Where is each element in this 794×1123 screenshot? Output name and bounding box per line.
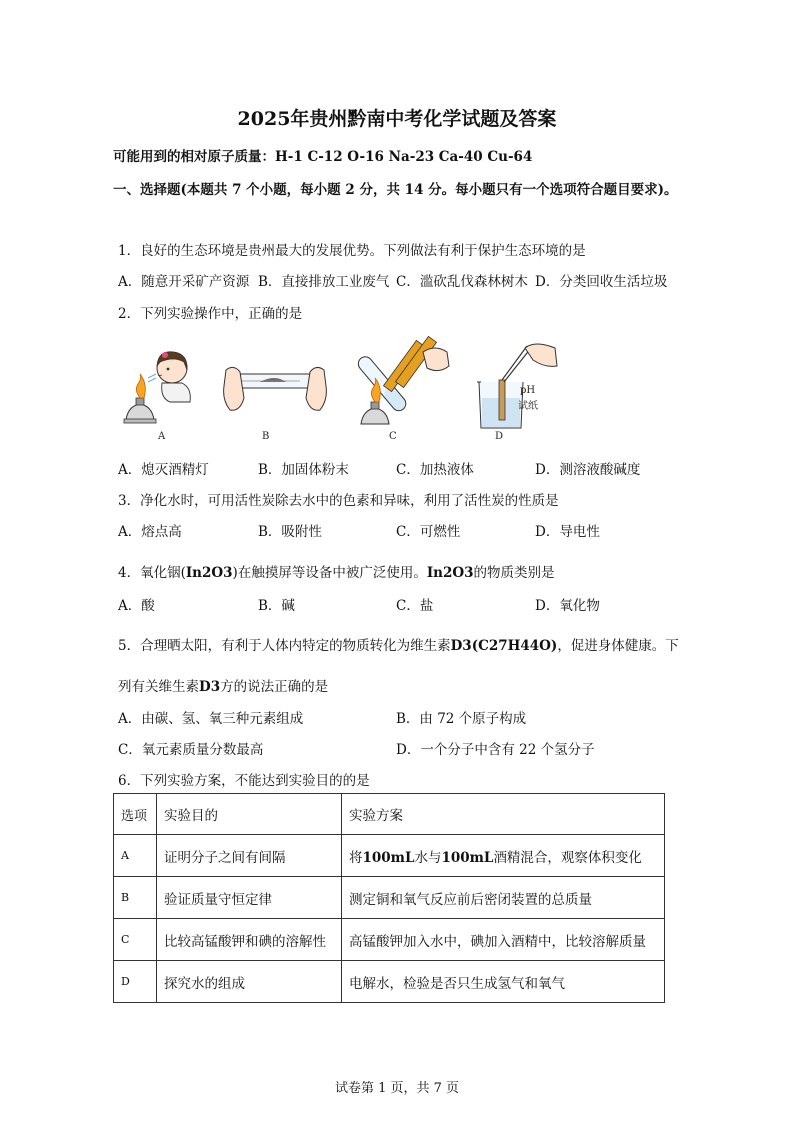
figure-d-label: D [495, 431, 504, 442]
q4-stem-part-b: )在触摸屏等设备中被广泛使用。 [232, 565, 427, 581]
figure-a-blow-lamp [118, 340, 198, 430]
q1-option-d: D．分类回收生活垃圾 [535, 274, 668, 290]
row-option: A [114, 835, 157, 877]
q5-stem-part-a: 5．合理晒太阳，有利于人体内特定的物质转化为维生素 [118, 638, 451, 654]
row-option: B [114, 877, 157, 919]
header-option: 选项 [114, 794, 157, 835]
q4-formula-1: In2O3 [185, 565, 233, 581]
figure-b-label: B [262, 431, 270, 442]
row-plan-part-b: 水与 [414, 849, 442, 866]
q1-option-c: C．滥砍乱伐森林树木 [396, 274, 528, 290]
row-plan-amount-1: 100mL [362, 849, 415, 866]
test-paper-label: 试纸 [518, 401, 538, 412]
q3-option-d: D．导电性 [535, 524, 600, 540]
figure-c-heat-liquid [355, 332, 455, 430]
row-plan: 电解水，检验是否只生成氢气和氧气 [342, 961, 665, 1003]
row-plan-amount-2: 100mL [441, 849, 494, 866]
question-6-stem: 6．下列实验方案，不能达到实验目的的是 [118, 773, 370, 789]
q4-stem-part-c: 的物质类别是 [473, 565, 555, 581]
row-plan [342, 835, 665, 877]
q5-stem-part-d: 方的说法正确的是 [220, 679, 329, 695]
q5-option-d: D．一个分子中含有 22 个氢分子 [396, 742, 595, 758]
q2-option-b: B．加固体粉末 [258, 462, 349, 478]
table-header-row [114, 794, 665, 835]
q1-option-a: A．随意开采矿产资源 [118, 274, 250, 290]
question-4-stem [118, 561, 555, 581]
q5-stem-part-c: 列有关维生素 [118, 679, 199, 695]
figure-c-label: C [389, 431, 397, 442]
row-plan: 测定铜和氧气反应前后密闭装置的总质量 [342, 877, 665, 919]
q4-option-a: A．酸 [118, 598, 155, 614]
q5-option-b: B．由 72 个原子构成 [396, 711, 527, 727]
page-title: 2025年贵州黔南中考化学试题及答案 [237, 108, 557, 130]
table-row [114, 835, 665, 877]
q5-option-a: A．由碳、氢、氧三种元素组成 [118, 711, 304, 727]
row-plan-part-c: 酒精混合，观察体积变化 [493, 849, 642, 866]
q5-vitamin-2: D3 [199, 679, 221, 695]
table-row [114, 961, 665, 1003]
row-plan-part-a: 将 [349, 849, 363, 866]
row-purpose: 比较高锰酸钾和碘的溶解性 [157, 919, 342, 961]
q4-option-b: B．碱 [258, 598, 295, 614]
question-5-stem-line2 [118, 675, 328, 695]
figure-a-label: A [158, 431, 166, 442]
figure-b-powder-tube [220, 350, 330, 430]
q3-option-b: B．吸附性 [258, 524, 322, 540]
question-1-stem: 1．良好的生态环境是贵州最大的发展优势。下列做法有利于保护生态环境的是 [118, 243, 586, 259]
row-purpose: 验证质量守恒定律 [157, 877, 342, 919]
page-footer: 试卷第 1 页，共 7 页 [334, 1081, 460, 1096]
ph-label: pH [520, 385, 536, 396]
row-purpose: 证明分子之间有间隔 [157, 835, 342, 877]
q4-option-c: C．盐 [396, 598, 434, 614]
section-heading: 一、选择题(本题共 7 个小题，每小题 2 分，共 14 分。每小题只有一个选项符合题目要求)。 [113, 182, 678, 198]
table-row [114, 919, 665, 961]
row-option: C [114, 919, 157, 961]
q5-formula: (C27H44O) [471, 638, 558, 654]
row-plan: 高锰酸钾加入水中，碘加入酒精中，比较溶解质量 [342, 919, 665, 961]
q2-option-d: D．测溶液酸碱度 [535, 462, 641, 478]
row-purpose: 探究水的组成 [157, 961, 342, 1003]
q2-option-a: A．熄灭酒精灯 [118, 462, 209, 478]
q5-stem-part-b: ，促进身体健康。下 [557, 638, 679, 654]
q4-stem-part-a: 4．氧化铟( [118, 565, 186, 581]
experiment-table [113, 793, 665, 1003]
header-purpose: 实验目的 [157, 794, 342, 835]
q1-option-b: B．直接排放工业废气 [258, 274, 390, 290]
atomic-masses: 可能用到的相对原子质量：H-1 C-12 O-16 Na-23 Ca-40 Cu-64 [113, 149, 533, 165]
q4-formula-2: In2O3 [426, 565, 474, 581]
question-5-stem-line1 [118, 634, 679, 654]
question-3-stem: 3．净化水时，可用活性炭除去水中的色素和异味，利用了活性炭的性质是 [118, 493, 559, 509]
q5-vitamin: D3 [450, 638, 472, 654]
q3-option-c: C．可燃性 [396, 524, 461, 540]
q2-option-c: C．加热液体 [396, 462, 474, 478]
table-row [114, 877, 665, 919]
q3-option-a: A．熔点高 [118, 524, 182, 540]
q4-option-d: D．氧化物 [535, 598, 600, 614]
question-2-stem: 2．下列实验操作中，正确的是 [118, 306, 303, 322]
row-option: D [114, 961, 157, 1003]
header-plan: 实验方案 [342, 794, 665, 835]
q5-option-c: C．氧元素质量分数最高 [118, 742, 264, 758]
